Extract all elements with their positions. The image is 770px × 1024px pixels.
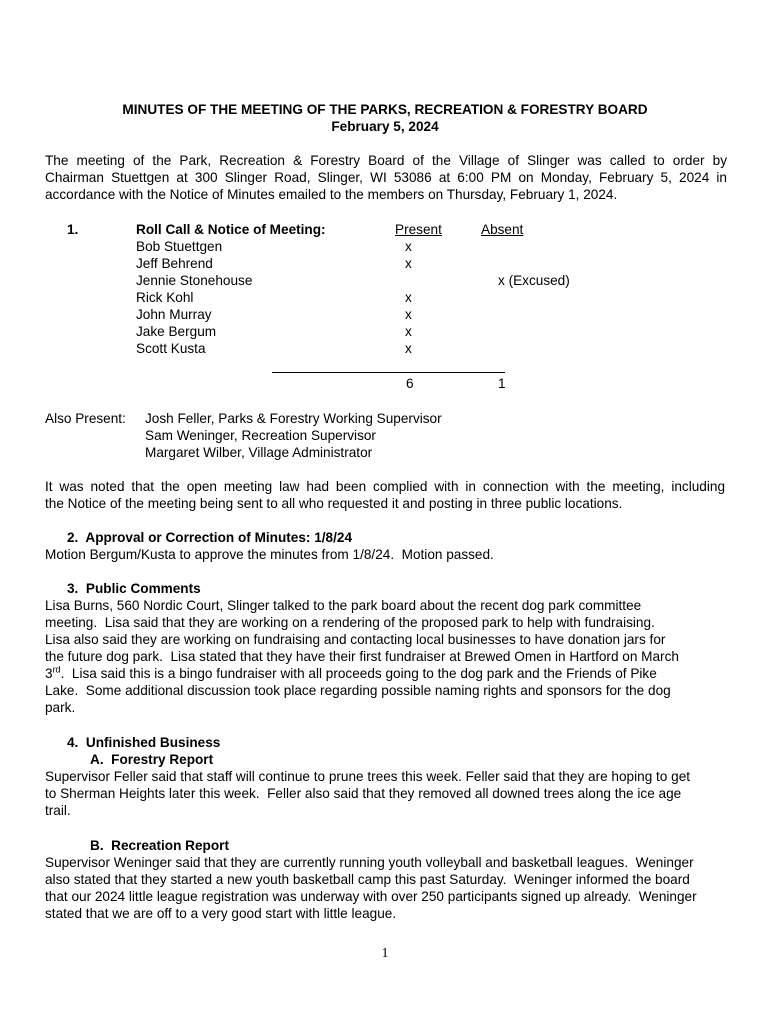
member-name: Jake Bergum (136, 324, 217, 339)
ordinal-suffix: rd (52, 664, 61, 675)
present-column-header: Present (395, 222, 442, 237)
also-present-person: Margaret Wilber, Village Administrator (145, 445, 373, 460)
roll-call-heading: Roll Call & Notice of Meeting: (136, 222, 326, 237)
meeting-date: February 5, 2024 (331, 119, 439, 134)
public-comment-line-text: . Lisa said this is a bingo fundraiser with all proceeds going to the dog park and the Friends of Pike (60, 666, 657, 681)
public-comment-line: park. (45, 700, 76, 715)
forestry-line: to Sherman Heights later this week. Feller also said that they removed all downed trees along the ice age (45, 786, 682, 801)
member-name: Jeff Behrend (136, 256, 213, 271)
public-comment-line: Lisa Burns, 560 Nordic Court, Slinger talked to the park board about the recent dog park committee (45, 598, 642, 613)
forestry-line: Supervisor Feller said that staff will continue to prune trees this week. Feller said that they are hoping to get (45, 769, 691, 784)
member-present-mark: x (405, 324, 412, 339)
member-name: Rick Kohl (136, 290, 194, 305)
member-present-mark: x (405, 256, 412, 271)
member-name: Jennie Stonehouse (136, 273, 253, 288)
open-meeting-line-1: It was noted that the open meeting law had been complied with in connection with the meeting, including (45, 479, 725, 494)
member-name: Bob Stuettgen (136, 239, 223, 254)
ordinal-number: 3 (45, 666, 53, 681)
also-present-label: Also Present: (45, 411, 126, 426)
open-meeting-line-2: the Notice of the meeting being sent to all who requested it and posting in three public locations. (45, 496, 623, 511)
roll-call-number: 1. (67, 222, 79, 237)
section-4-heading: 4. Unfinished Business (67, 735, 221, 750)
public-comment-line (45, 665, 657, 682)
member-name: John Murray (136, 307, 212, 322)
member-name: Scott Kusta (136, 341, 206, 356)
public-comment-line: Lisa also said they are working on fundraising and contacting local businesses to have donation jars for (45, 632, 666, 647)
forestry-line: trail. (45, 803, 71, 818)
recreation-report-heading: B. Recreation Report (90, 838, 229, 853)
member-present-mark: x (405, 239, 412, 254)
totals-divider (272, 372, 505, 373)
member-present-mark: x (405, 290, 412, 305)
recreation-line: Supervisor Weninger said that they are currently running youth volleyball and basketball leagues. Weninger (45, 855, 694, 870)
section-3-heading: 3. Public Comments (67, 581, 201, 596)
absent-column-header: Absent (481, 222, 524, 237)
section-2-heading: 2. Approval or Correction of Minutes: 1/8/24 (67, 530, 353, 545)
recreation-line: that our 2024 little league registration was underway with over 250 participants signed up already. Weninger (45, 889, 697, 904)
public-comment-line: Lake. Some additional discussion took place regarding possible naming rights and sponsors for the dog (45, 683, 671, 698)
forestry-report-heading: A. Forestry Report (90, 752, 214, 767)
document-title: MINUTES OF THE MEETING OF THE PARKS, RECREATION & FORESTRY BOARD (122, 102, 648, 117)
intro-line-2: Chairman Stuettgen at 300 Slinger Road, Slinger, WI 53086 at 6:00 PM on Monday, February 5, 2024 in (45, 170, 727, 185)
intro-line-3: accordance with the Notice of Minutes emailed to the members on Thursday, February 1, 2024. (45, 187, 618, 202)
absent-total: 1 (498, 376, 506, 391)
also-present-person: Sam Weninger, Recreation Supervisor (145, 428, 376, 443)
public-comment-line: meeting. Lisa said that they are working on a rendering of the proposed park to help with fundraising. (45, 615, 655, 630)
recreation-line: stated that we are off to a very good start with little league. (45, 906, 397, 921)
member-present-mark: x (405, 341, 412, 356)
recreation-line: also stated that they started a new youth basketball camp this past Saturday. Weninger informed the board (45, 872, 690, 887)
public-comment-line: the future dog park. Lisa stated that they have their first fundraiser at Brewed Omen in Hartford on March (45, 649, 679, 664)
section-2-text: Motion Bergum/Kusta to approve the minutes from 1/8/24. Motion passed. (45, 547, 494, 562)
present-total: 6 (406, 376, 414, 391)
intro-line-1: The meeting of the Park, Recreation & Forestry Board of the Village of Slinger was called to order by (45, 153, 727, 168)
page-number: 1 (381, 946, 389, 961)
also-present-person: Josh Feller, Parks & Forestry Working Supervisor (145, 411, 442, 426)
member-present-mark: x (405, 307, 412, 322)
member-absent-mark: x (Excused) (498, 273, 570, 288)
